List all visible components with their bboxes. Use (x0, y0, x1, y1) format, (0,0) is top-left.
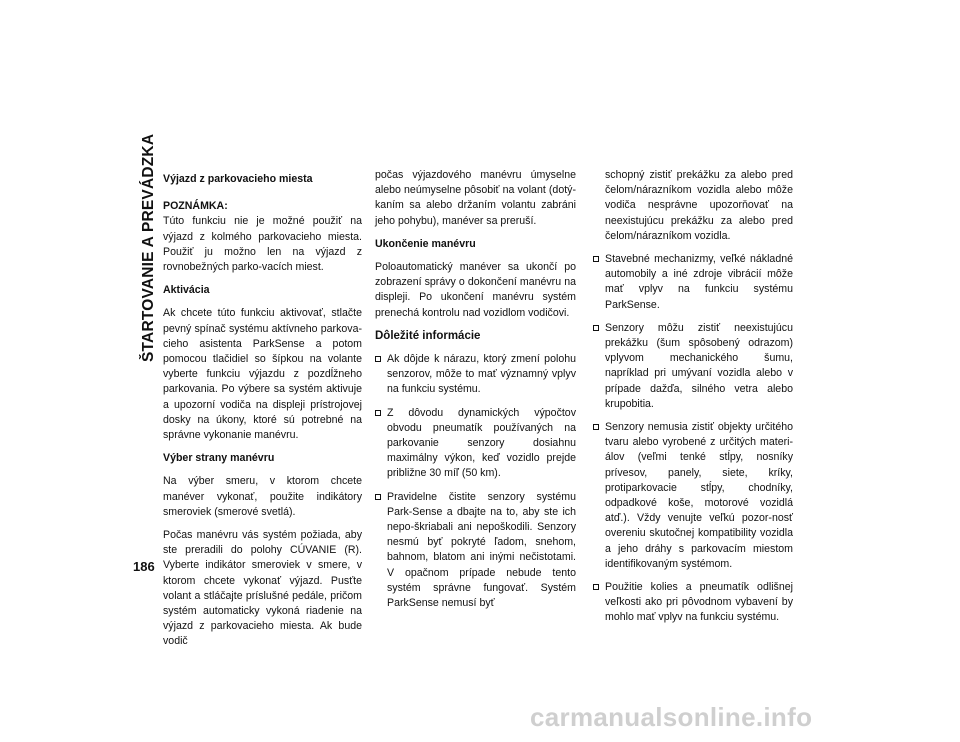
important-title: Dôležité informácie (375, 329, 481, 342)
continued-text: schopný zistiť prekážku za alebo pred čelom/nárazníkom vozidla alebo môže vodiča nesprávne upozorňovať na neexistujúcu prekážku za alebo pred čelom/nárazníkom vozidla. (605, 169, 793, 242)
checkbox-bullet-icon (375, 356, 381, 362)
column-1 (163, 172, 362, 658)
note-title: POZNÁMKA: (163, 200, 228, 213)
checkbox-bullet-icon (375, 410, 381, 416)
end-text: Poloautomatický manéver sa ukončí po zobrazení správy o dokončení manévru na displeji. Po ukončení manévru systém prenechá kontrolu nad vozidlom vodičovi. (375, 261, 576, 319)
watermark: carmanualsonline.info (530, 702, 813, 732)
checkbox-bullet-icon (593, 325, 599, 331)
list-item-text: Použitie kolies a pneumatík odlišnej veľkosti ako pri pôvodnom vybavení by mohlo mať vplyv na funkciu systému. (605, 581, 793, 624)
chapter-side-title-text: ŠTARTOVANIE A PREVÁDZKA (140, 133, 157, 362)
list-item (593, 580, 793, 626)
list-item (375, 406, 576, 482)
activation-text: Ak chcete túto funkciu aktivovať, stlačte pevný spínač systému aktívneho parkova-cieho asistenta ParkSense a potom pomocou tlačidiel so šípkou na volante vyberte funkciu výjazdu z pozdĺžneho parkovania. Po výbere sa systém aktivuje a upozorní vodiča na displeji prístrojovej dosky na úkony, ktoré sú potrebné na správne vykonanie manévru. (163, 307, 362, 442)
note-text: Túto funkciu nie je možné použiť na výjazd z kolmého parkovacieho miesta. Použiť ju možno len na výjazd z rovnobežných parko-vacích miest. (163, 215, 362, 274)
list-item-text: Senzory môžu zistiť neexistujúcu prekážku (šum spôsobený odrazom) vplyvom mechanického šumu, napríklad pri umývaní vozidla alebo v prípade dažďa, silného vetra alebo krupobitia. (605, 321, 793, 410)
checkbox-bullet-icon (375, 494, 381, 500)
checkbox-bullet-icon (593, 424, 599, 430)
column-2 (375, 168, 576, 619)
page-number: 186 (133, 559, 155, 574)
list-item-text: Z dôvodu dynamických výpočtov obvodu pneumatík používaných na parkovanie senzory dosiahnu maximálny výkon, keď vozidlo prejde približne 30 míľ (50 km). (387, 406, 576, 480)
column-3 (593, 168, 793, 634)
continued-text: počas výjazdového manévru úmyselne alebo neúmyselne pôsobiť na volant (dotý-kaním sa alebo držaním volantu zabráni jeho pohybu), manéver sa preruší. (375, 169, 576, 227)
checkbox-bullet-icon (593, 256, 599, 262)
list-item (375, 352, 576, 398)
important-list-continued (593, 252, 793, 626)
list-item (593, 420, 793, 572)
list-item-text: Ak dôjde k nárazu, ktorý zmení polohu senzorov, môže to mať významný vplyv na funkciu systému. (387, 353, 576, 396)
list-item (375, 490, 576, 612)
side-selection-title: Výber strany manévru (163, 452, 275, 465)
list-item (593, 252, 793, 313)
important-list (375, 352, 576, 611)
activation-title: Aktivácia (163, 284, 210, 297)
list-item-text: Senzory nemusia zistiť objekty určitého tvaru alebo vyrobené z určitých materi-álov (veľmi tenké stĺpy, nosníky prívesov, panely, siete, kríky, protiparkovacie stĺpy, chodníky, odpadkové koše, motorové vozidlá atď.). Vždy venujte veľkú pozor-nosť overeniu skutočnej kompatibility vozidla a jeho dráhy s parkovacím miestom identifikovaným systémom. (605, 421, 793, 570)
chapter-side-title (135, 133, 163, 362)
maneuver-text: Počas manévru vás systém požiada, aby ste preradili do polohy CÚVANIE (R). Vyberte indikátor smeroviek v smere, v ktorom chcete vykonať výjazd. Pusťte volant a stláčajte príslušné pedále, pričom systém automaticky vykoná riadenie na výjazd z parkovacieho miesta. Ak bude vodič (163, 529, 362, 648)
checkbox-bullet-icon (593, 584, 599, 590)
list-item (593, 321, 793, 412)
section-title: Výjazd z parkovacieho miesta (163, 173, 313, 185)
list-item-text: Stavebné mechanizmy, veľké nákladné automobily a iné zdroje vibrácií môže mať vplyv na funkciu systému ParkSense. (605, 253, 793, 311)
list-item-text: Pravidelne čistite senzory systému Park-Sense a dbajte na to, aby ste ich nepo-škriabali ani nepoškodili. Senzory nesmú byť pokryté ľadom, snehom, bahnom, blatom ani inými nečistotami. V opačnom prípade nebude tento systém správne fungovať. Systém ParkSense nemusí byť (387, 490, 576, 610)
side-selection-text: Na výber smeru, v ktorom chcete manéver vykonať, použite indikátory smeroviek (smerové svetlá). (163, 475, 362, 518)
end-title: Ukončenie manévru (375, 237, 476, 250)
